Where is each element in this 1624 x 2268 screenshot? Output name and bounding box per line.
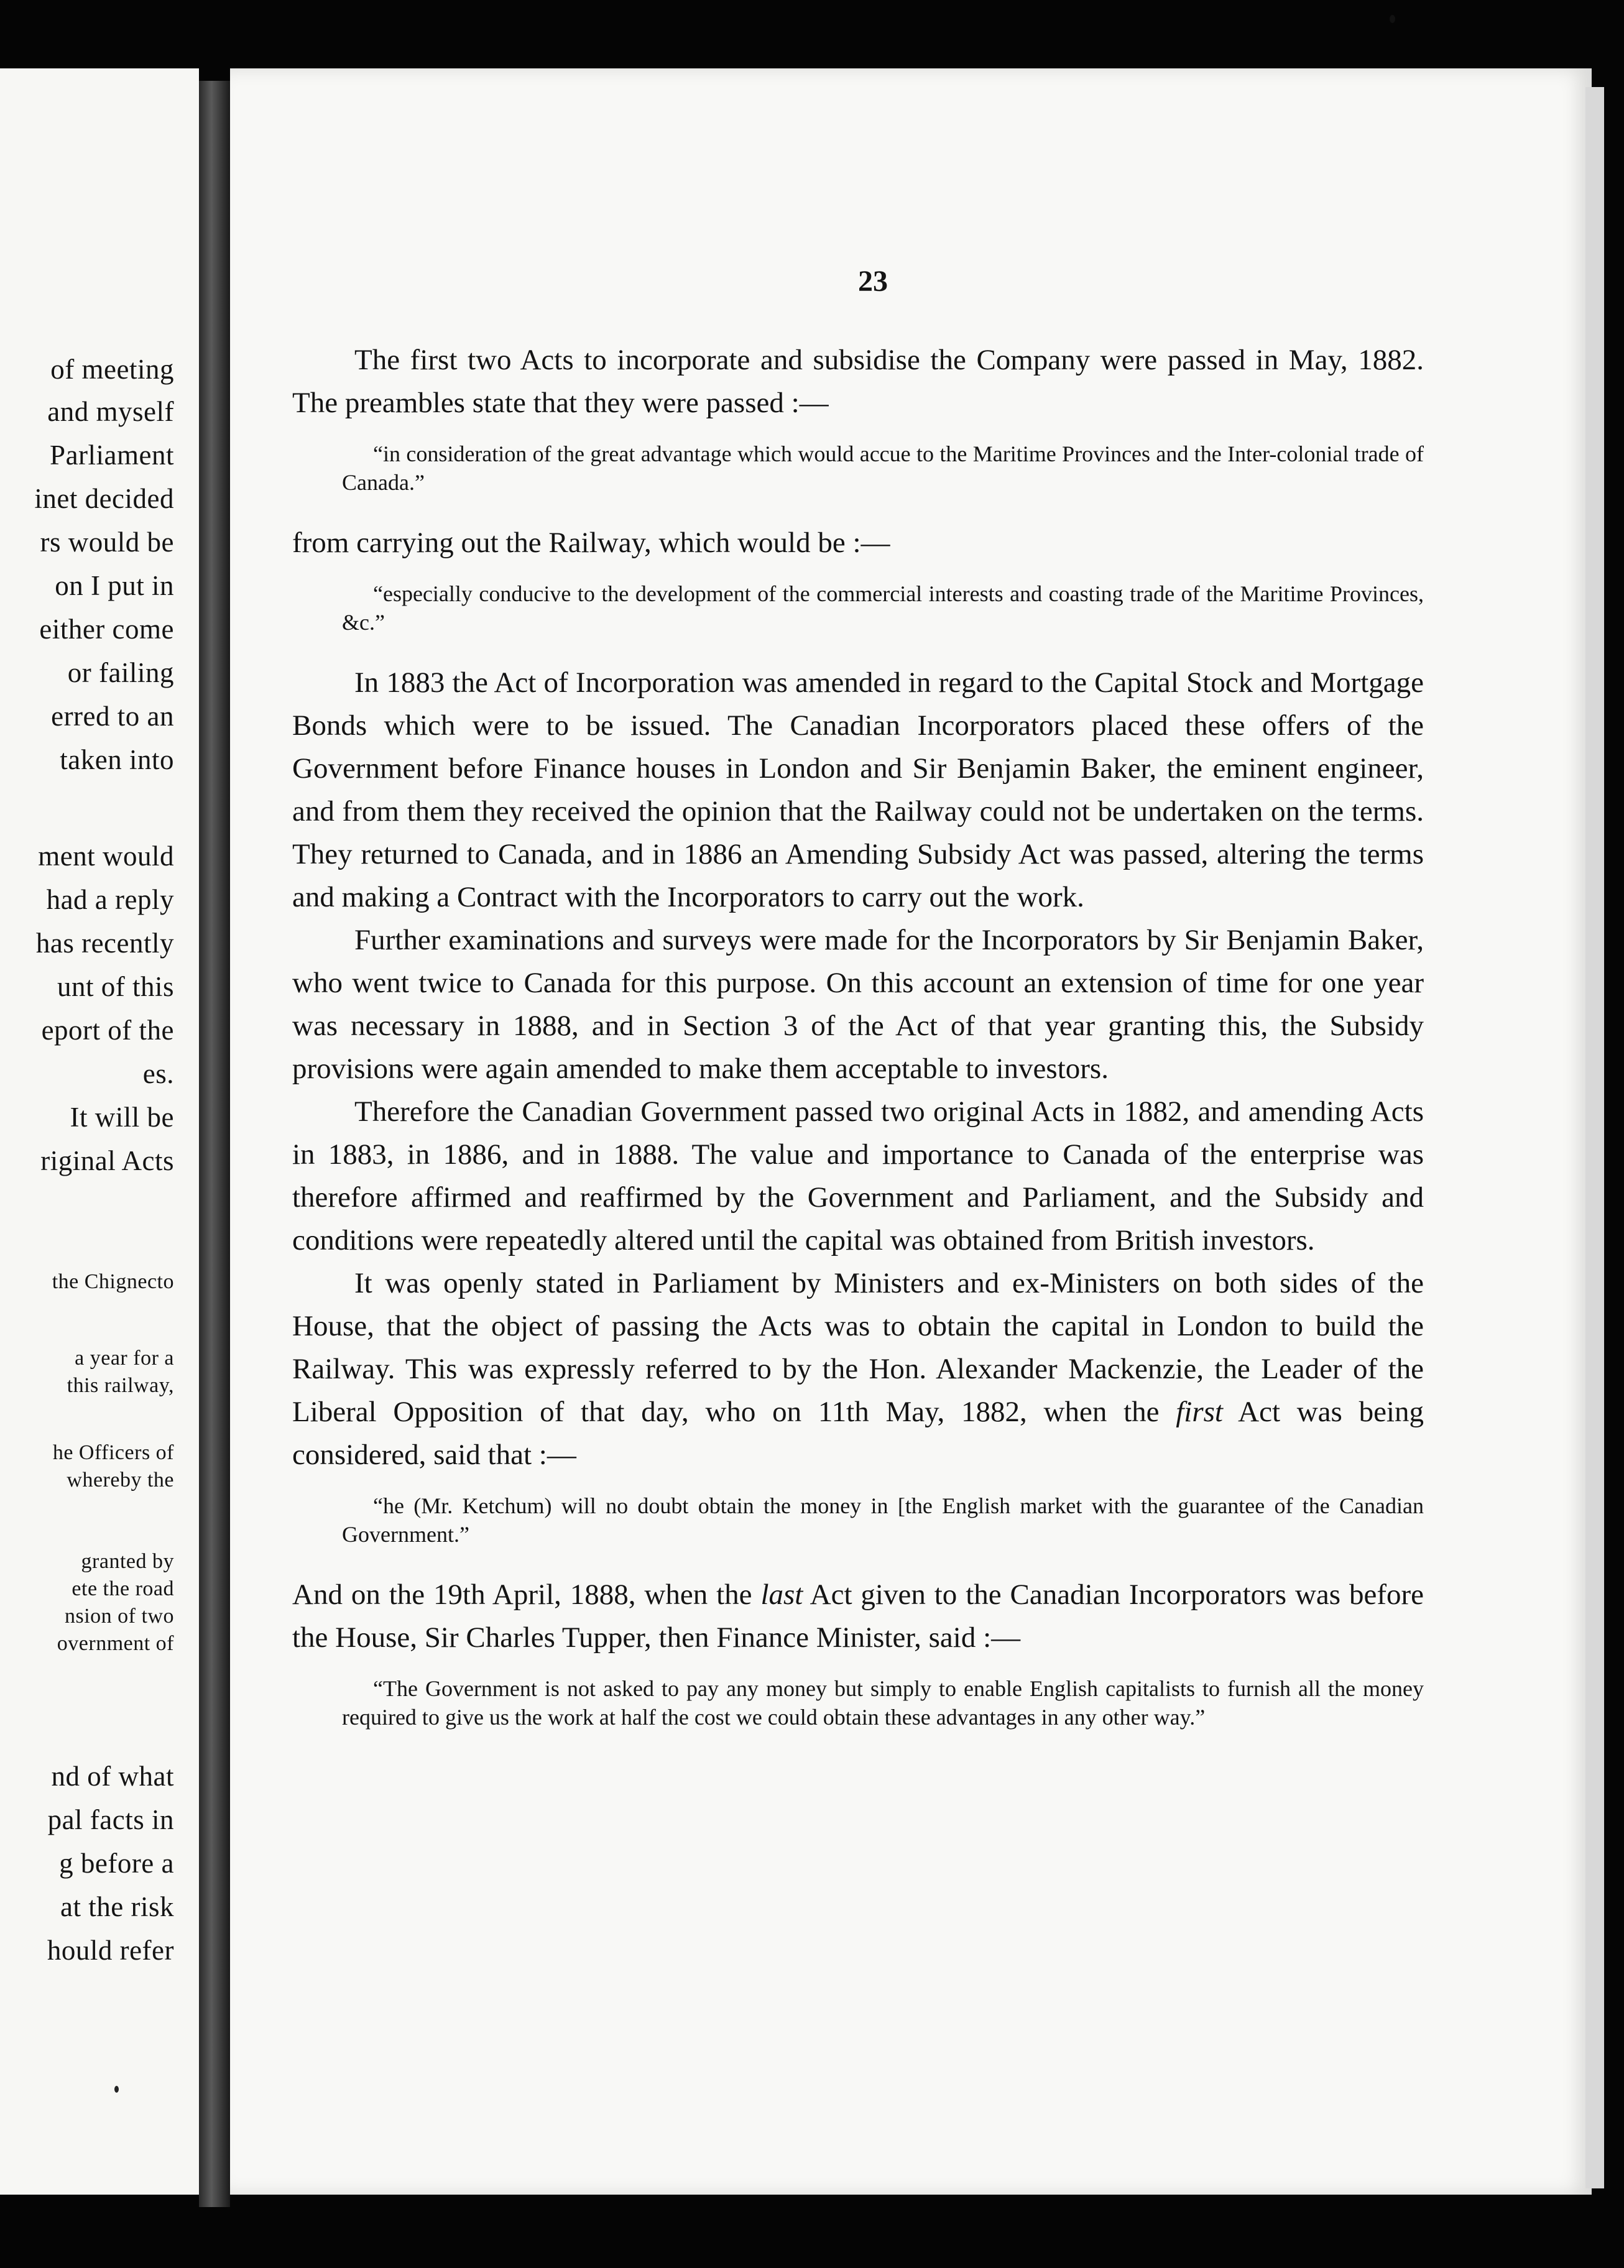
left-text-line: and myself — [47, 396, 174, 427]
left-text-line: riginal Acts — [40, 1145, 174, 1176]
paragraph: In 1883 the Act of Incorporation was amended in regard to the Capital Stock and Mortgage Bonds which were to be issued. The Canadian Incorporators placed these offers of the Government before Finance houses in London and Sir Benjamin Baker, the eminent engineer, and from them they received the opinion that the Railway could not be undertaken on the terms. They returned to Canada, and in 1886 an Amending Subsidy Act was passed, altering the terms and making a Contract with the Incorporators to carry out the work. — [292, 666, 1424, 913]
left-text-line: es. — [142, 1058, 174, 1089]
left-text-line: overnment of — [57, 1632, 174, 1655]
page-number: 23 — [858, 265, 888, 298]
left-text-line: erred to an — [51, 701, 174, 732]
left-text-line: whereby the — [67, 1468, 174, 1491]
left-text-line: rs would be — [40, 527, 174, 558]
paragraph: Further examinations and surveys were made for the Incorporators by Sir Benjamin Baker, who went twice to Canada for this purpose. On this account an extension of time for one year was necessary in 1888, and in Section 3 of the Act of that year granting this, the Subsidy provisions were again amended to make them acceptable to investors. — [292, 924, 1424, 1085]
scan-speck — [114, 2086, 119, 2093]
left-text-line: ete the road — [72, 1577, 174, 1600]
left-text-line: on I put in — [55, 570, 174, 601]
paragraph-text: Act given to the Canadian Incorporators was before the House, Sir Charles Tupper, then Finance Minister, said :— — [292, 1579, 1424, 1654]
left-text-line: this railway, — [67, 1374, 174, 1397]
left-text-line: taken into — [60, 744, 174, 775]
left-text-line: nd of what — [51, 1761, 174, 1792]
left-text-line: the Chignecto — [52, 1270, 174, 1293]
left-text-line: Parliament — [50, 440, 174, 471]
left-text-line: unt of this — [57, 971, 174, 1002]
paragraph: Therefore the Canadian Government passed two original Acts in 1882, and amending Acts in 1883, in 1886, and in 1888. The value and importance to Canada of the enterprise was therefore affirmed and reaffirmed by the Government and Parliament, and the Subsidy and conditions were repeatedly altered until the capital was obtained from British investors. — [292, 1095, 1424, 1256]
block-quote: “he (Mr. Ketchum) will no doubt obtain the money in [the English market with the guarantee of the Canadian Government.” — [342, 1493, 1424, 1547]
page-edge — [1585, 87, 1604, 2188]
left-text-line: granted by — [81, 1550, 174, 1573]
paragraph: from carrying out the Railway, which would be :— — [292, 527, 890, 559]
left-text-line: he Officers of — [52, 1441, 174, 1464]
left-text-line: inet decided — [34, 483, 174, 514]
block-quote: “especially conducive to the development of the commercial interests and coasting trade of the Maritime Provinces, &c.” — [342, 581, 1424, 635]
scan-speck — [1390, 15, 1395, 23]
book-gutter — [199, 81, 230, 2207]
left-text-line: of meeting — [50, 354, 174, 385]
paragraph-text: And on the 19th April, 1888, when the — [292, 1579, 761, 1611]
left-text-line: a year for a — [75, 1347, 174, 1370]
left-text-line: either come — [39, 614, 174, 645]
left-page — [0, 68, 199, 2195]
left-text-line: nsion of two — [65, 1605, 174, 1628]
left-text-line: has recently — [35, 928, 174, 959]
left-text-line: eport of the — [41, 1015, 174, 1046]
page-body — [292, 339, 1424, 1731]
left-text-line: or failing — [67, 657, 174, 688]
left-text-line: hould refer — [47, 1935, 174, 1966]
left-text-line: ment would — [38, 841, 174, 872]
block-quote: “in consideration of the great advantage which would accue to the Maritime Provinces and the Inter-colonial trade of Canada.” — [342, 441, 1424, 495]
left-text-line: had a reply — [46, 884, 174, 915]
emphasis: first — [1176, 1396, 1223, 1428]
paragraph — [292, 1574, 1424, 1659]
paragraph — [292, 1262, 1424, 1477]
left-text-line: at the risk — [60, 1891, 174, 1922]
paragraph-text: Act was being considered, said that :— — [292, 1396, 1424, 1471]
emphasis: last — [760, 1579, 803, 1611]
paragraph: The first two Acts to incorporate and subsidise the Company were passed in May, 1882. The preambles state that they were passed :— — [292, 344, 1424, 419]
paragraph-text: It was openly stated in Parliament by Ministers and ex-Ministers on both sides of the House, that the object of passing the Acts was to obtain the capital in London to build the Railway. This was expressly referred to by the Hon. Alexander Mackenzie, the Leader of the Liberal Opposition of that day, who on 11th May, 1882, when the — [292, 1267, 1424, 1428]
left-text-line: It will be — [70, 1102, 174, 1133]
left-text-line: pal facts in — [47, 1804, 174, 1835]
block-quote: “The Government is not asked to pay any money but simply to enable English capitalists to furnish all the money required to give us the work at half the cost we could obtain these advantages in any other way.” — [342, 1676, 1424, 1730]
left-text-line: g before a — [59, 1848, 174, 1879]
